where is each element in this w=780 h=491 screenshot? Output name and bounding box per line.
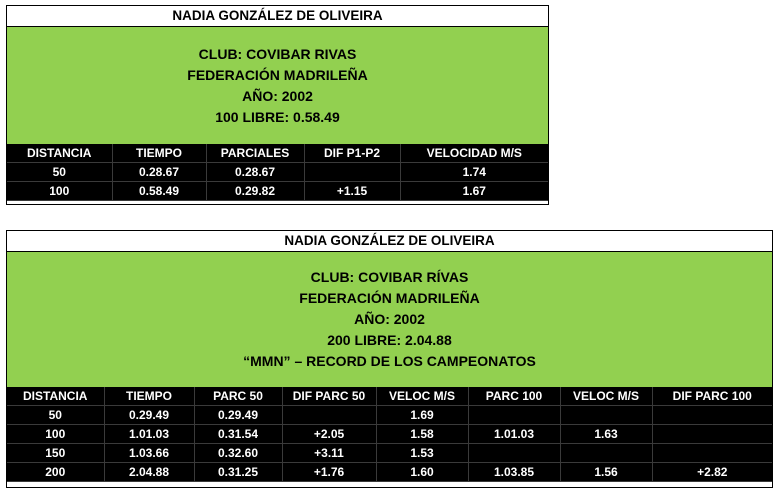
table-cell	[652, 444, 772, 463]
splits-table	[7, 144, 548, 201]
table-cell	[652, 406, 772, 425]
federation-line: FEDERACIÓN MADRILEÑA	[187, 66, 368, 83]
column-header: DIF PARC 50	[282, 387, 376, 406]
table-cell: 0.31.25	[194, 463, 282, 482]
year-line: AÑO: 2002	[354, 311, 425, 327]
table-cell: 1.67	[400, 182, 548, 201]
table-cell: 2.04.88	[104, 463, 194, 482]
column-header: PARC 50	[194, 387, 282, 406]
info-panel	[7, 27, 548, 144]
result-card-200-libre	[6, 230, 773, 488]
table-cell: 0.31.54	[194, 425, 282, 444]
column-header: DISTANCIA	[7, 387, 104, 406]
column-header: PARC 100	[468, 387, 560, 406]
year-line: AÑO: 2002	[242, 87, 313, 104]
table-cell: 150	[7, 444, 104, 463]
table-cell: +2.05	[282, 425, 376, 444]
splits-table	[7, 387, 772, 482]
table-cell	[304, 163, 400, 182]
table-cell: 200	[7, 463, 104, 482]
table-row	[7, 463, 772, 482]
table-cell: 1.56	[560, 463, 652, 482]
column-header: VELOC M/S	[376, 387, 468, 406]
column-header: DIF PARC 100	[652, 387, 772, 406]
table-cell: +2.82	[652, 463, 772, 482]
table-cell: 0.32.60	[194, 444, 282, 463]
table-cell: 1.63	[560, 425, 652, 444]
info-panel	[7, 252, 772, 387]
club-line: CLUB: COVIBAR RIVAS	[198, 45, 357, 62]
column-header: VELOC M/S	[560, 387, 652, 406]
table-cell: +1.76	[282, 463, 376, 482]
table-cell: 50	[7, 406, 104, 425]
table-cell: 0.58.49	[112, 182, 206, 201]
table-header-row	[7, 144, 548, 163]
table-row	[7, 425, 772, 444]
table-cell	[468, 444, 560, 463]
club-line: CLUB: COVIBAR RÍVAS	[310, 269, 469, 285]
table-cell: 1.03.66	[104, 444, 194, 463]
table-cell: 1.01.03	[468, 425, 560, 444]
result-card-100-libre	[6, 5, 549, 205]
federation-line: FEDERACIÓN MADRILEÑA	[299, 290, 480, 306]
event-time-line: 100 LIBRE: 0.58.49	[215, 108, 340, 125]
table-cell: +3.11	[282, 444, 376, 463]
event-time-line: 200 LIBRE: 2.04.88	[327, 332, 452, 348]
table-cell: 1.58	[376, 425, 468, 444]
swimmer-name: NADIA GONZÁLEZ DE OLIVEIRA	[7, 6, 548, 27]
table-header-row	[7, 387, 772, 406]
table-cell: 1.53	[376, 444, 468, 463]
column-header: PARCIALES	[206, 144, 304, 163]
table-cell: 0.29.49	[194, 406, 282, 425]
table-row	[7, 406, 772, 425]
table-cell: 0.29.82	[206, 182, 304, 201]
table-cell: 1.03.85	[468, 463, 560, 482]
table-cell: 50	[7, 163, 112, 182]
table-cell: 1.74	[400, 163, 548, 182]
table-cell: +1.15	[304, 182, 400, 201]
table-cell	[652, 425, 772, 444]
table-row	[7, 182, 548, 201]
column-header: VELOCIDAD M/S	[400, 144, 548, 163]
column-header: DIF P1-P2	[304, 144, 400, 163]
table-cell	[560, 444, 652, 463]
table-row	[7, 444, 772, 463]
table-row	[7, 163, 548, 182]
table-cell: 100	[7, 425, 104, 444]
table-cell: 0.28.67	[112, 163, 206, 182]
column-header: TIEMPO	[104, 387, 194, 406]
record-line: “MMN” – RECORD DE LOS CAMPEONATOS	[243, 353, 536, 369]
table-cell: 1.01.03	[104, 425, 194, 444]
column-header: DISTANCIA	[7, 144, 112, 163]
table-cell	[282, 406, 376, 425]
table-cell: 1.60	[376, 463, 468, 482]
table-cell: 1.69	[376, 406, 468, 425]
table-cell: 0.29.49	[104, 406, 194, 425]
table-cell	[560, 406, 652, 425]
swimmer-name: NADIA GONZÁLEZ DE OLIVEIRA	[7, 231, 772, 252]
column-header: TIEMPO	[112, 144, 206, 163]
table-cell	[468, 406, 560, 425]
table-cell: 0.28.67	[206, 163, 304, 182]
table-cell: 100	[7, 182, 112, 201]
